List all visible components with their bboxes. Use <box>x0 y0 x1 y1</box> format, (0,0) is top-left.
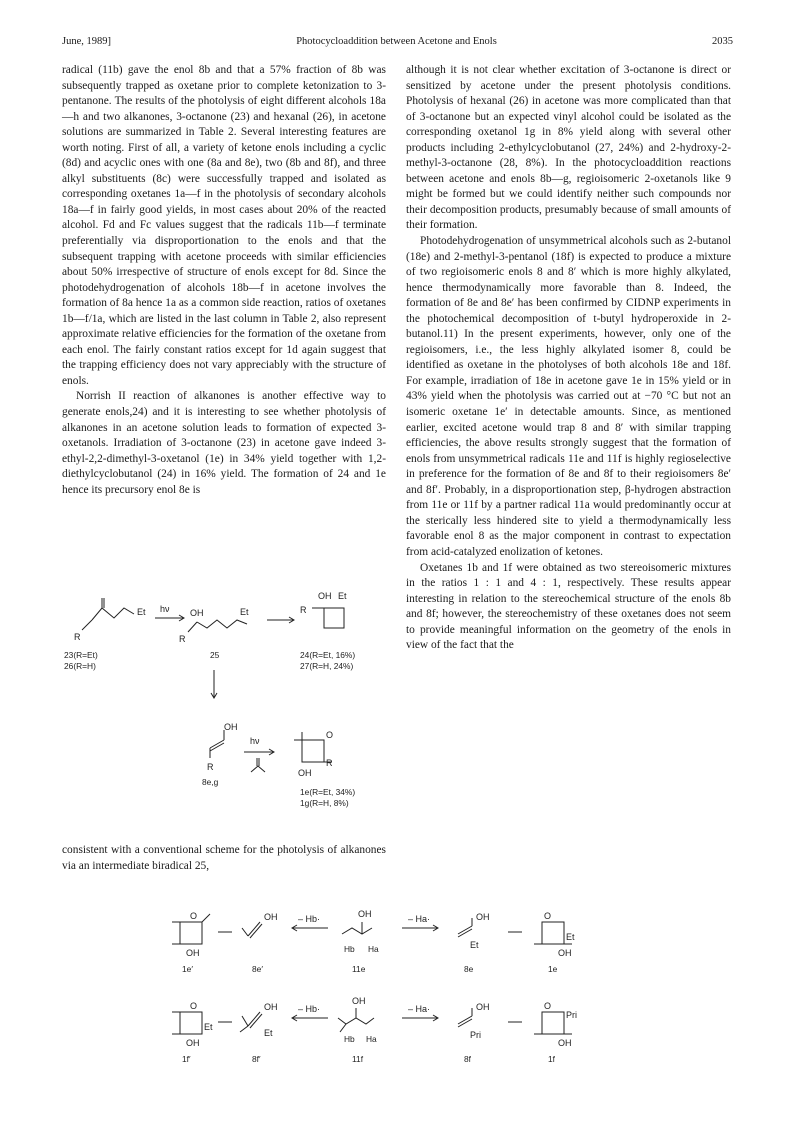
right-paragraph-2: Photodehydrogenation of unsymmetrical alcohols such as 2-butanol (18e) and 2-methyl-3-pentanol (18f) is expected to produce a mixture of two regioisomeric enols 8 and 8′ which is more highly alkylated, hence thermodynamically more favorable than 8. Indeed, the formation of 8e and 8e′ has been confirmed by CIDNP experiments in the photochemical decomposition of t-butyl hydroperoxide in 2-butanol.11) In the present experiments, however, only one of the regioisomers, i.e., the less highly alkylated isomer 8, could be identified as oxetane in the photolyses of both alcohols 18e and 18f. For example, irradiation of 18e in acetone gave 1e in 15% yield or in 43% yield when the photolysis was carried out at −70 °C but not an isomeric oxetane 1e′ in detectable amounts. Since, as mentioned earlier, excited acetone would trap 8 and 8′ with similar trapping efficiencies, the above results strongly suggest that the formation of enols from unsymmetrical radicals 11e and 11f is highly regioselective in preference for the formation of 8e and 8f to their regioisomers 8e′ and 8f′. Probably, in a disproportionation step, β-hydrogen abstraction from 11e or 11f by a partner radical 11a would predominantly occur at the sterically less hindered site to yield a thermodynamically less favorable enol 8 as the major component in contrast to expectation from acid-catalyzed enolization of ketones. <box>406 235 731 558</box>
oh-label: OH <box>558 1038 572 1048</box>
et-label: Et <box>264 1028 273 1038</box>
compound-label: 1f <box>548 1054 555 1064</box>
left-paragraph-3: consistent with a conventional scheme for the photolysis of alkanones via an intermediate biradical 25, <box>62 844 386 872</box>
scheme-norrish <box>62 590 386 842</box>
ha-loss-label: – Ha· <box>408 914 431 924</box>
oh-label: OH <box>186 948 200 958</box>
compound-24-label: 24(R=Et, 16%) <box>300 650 356 660</box>
running-date: June, 1989] <box>62 36 111 47</box>
compound-8eg-label: 8e,g <box>202 777 219 787</box>
compound-1e-label: 1e(R=Et, 34%) <box>300 787 356 797</box>
page-number: 2035 <box>712 36 733 47</box>
oh-label: OH <box>476 912 490 922</box>
left-column-end <box>62 843 386 874</box>
compound-label: 11f <box>352 1054 364 1064</box>
compound-label: 1f′ <box>182 1054 191 1064</box>
hb-label: Hb <box>344 1034 355 1044</box>
compound-label: 1e <box>548 964 558 974</box>
scheme-regioselectivity <box>160 900 660 1090</box>
r-label: R <box>74 632 81 642</box>
left-column <box>62 63 386 498</box>
oh-label: OH <box>224 722 238 732</box>
oh-label: OH <box>298 768 312 778</box>
right-paragraph-1: although it is not clear whether excitation of 3-octanone is direct or sensitized by acetone under the present photolysis conditions. Photolysis of hexanal (26) in acetone was more complicated than that of 3-octanone but an expected vinyl alcohol could be isolated as the corresponding oxetanol 1g in 8% yield along with several other products including 2-ethylcyclobutanol (27, 24%) and 2-hydroxy-2-methyl-3-octanone (28, 8%). In the photocycloaddition reactions between acetone and enols 8b—g, regioisomeric 2-oxetanols like 9 might be formed but we could identify neither such compounds nor their decomposition products, presumably because of small amounts of their formation. <box>406 64 731 232</box>
ring-oxygen-label: O <box>326 730 334 740</box>
oh-label: OH <box>264 912 278 922</box>
compound-label: 8e′ <box>252 964 263 974</box>
compound-1g-label: 1g(R=H, 8%) <box>300 798 349 808</box>
et-label: Et <box>566 932 575 942</box>
compound-label: 11e <box>352 964 366 974</box>
oh-label: OH <box>558 948 572 958</box>
left-paragraph-1: radical (11b) gave the enol 8b and that a 57% fraction of 8b was subsequently trapped as oxetane prior to complete ketonization to 3-pentanone. The results of the photolysis of eight different alcohols 18a—h and two alkanones, 3-octanone (23) and hexanal (26), in acetone solutions are summarized in Table 2. Several interesting features are worth noting. First of all, a variety of ketone enols including a cyclic (8d) and acyclic ones with one (8a and 8e), two (8b and 8f), and three alkyl substituents (8c) were successfully trapped and isolated as corresponding oxetanes 1a—f in the photolysis of secondary alcohols 18a—f in fairly good yields, in most cases about 20% of the reacted alcohol. Fd and Fc values suggest that the radicals 11b—f terminate preferentially via disproportionation to the enols and that the subsequent trapping with acetone proceeds with similar efficiencies about 50% irrespective of structure of enols except for 8d. Since the photodehydrogenation of alcohols 18b—f in acetone involves the formation of 8a hence 1a as a common side reaction, ratios of oxetanes 1b—f/1a, which are listed in the last column in Table 2, also represent approximate relative efficiencies for the formation of the oxetane from each enol. The fairly constant ratios except for 1d again suggest that the trapping efficiency does not vary appreciably with the structure of enols. <box>62 64 386 387</box>
ring-oxygen-label: O <box>544 1001 552 1011</box>
et-label: Et <box>240 607 249 617</box>
r-label: R <box>326 758 333 768</box>
oh-label: OH <box>190 608 204 618</box>
hv-label: hν <box>160 604 170 614</box>
et-label: Et <box>338 591 347 601</box>
hb-loss-label: – Hb· <box>298 914 321 924</box>
et-label: Et <box>137 607 146 617</box>
et-label: Et <box>470 940 479 950</box>
et-label: Et <box>204 1022 213 1032</box>
ring-oxygen-label: O <box>544 911 552 921</box>
right-paragraph-3: Oxetanes 1b and 1f were obtained as two stereoisomeric mixtures in the ratios 1 : 1 and 4 : 1, respectively. These results appear interesting in relation to the stereochemical structure of the enols 8b and 8f; however, the stereochemistry of these oxetanes does not seem to provide meaningful information on the geometry of the enols in view of the fact that the <box>406 561 731 652</box>
compound-label: 1e′ <box>182 964 193 974</box>
oh-label: OH <box>186 1038 200 1048</box>
ring-oxygen-label: O <box>190 1001 198 1011</box>
hv-label: hν <box>250 736 260 746</box>
compound-26-label: 26(R=H) <box>64 661 96 671</box>
ha-loss-label: – Ha· <box>408 1004 431 1014</box>
isopropyl-label: Pri <box>470 1030 481 1040</box>
r-label: R <box>300 605 307 615</box>
oh-label: OH <box>476 1002 490 1012</box>
oh-label: OH <box>352 996 366 1006</box>
compound-label: 8f <box>464 1054 471 1064</box>
compound-23-label: 23(R=Et) <box>64 650 98 660</box>
compound-label: 8e <box>464 964 474 974</box>
r-label: R <box>207 762 214 772</box>
left-paragraph-2: Norrish II reaction of alkanones is another effective way to generate enols,24) and it is interesting to see whether photolysis of alkanones in an acetone solution leads to formation of expected 3-oxetanols. Irradiation of 3-octanone (23) in acetone gave indeed 3-ethyl-2,2-dimethyl-3-oxetanol (1e) in 34% yield together with 1,2-diethylcyclobutanol (24) in 16% yield. The formation of 24 and 1e hence its precursory enol 8e is <box>62 390 386 496</box>
compound-27-label: 27(R=H, 24%) <box>300 661 354 671</box>
oh-label: OH <box>264 1002 278 1012</box>
oh-label: OH <box>318 591 332 601</box>
running-title: Photocycloaddition between Acetone and Enols <box>296 36 497 47</box>
hb-label: Hb <box>344 944 355 954</box>
isopropyl-label: Pri <box>566 1010 577 1020</box>
r-label: R <box>179 634 186 644</box>
ring-oxygen-label: O <box>190 911 198 921</box>
compound-25-label: 25 <box>210 650 220 660</box>
oh-label: OH <box>358 909 372 919</box>
compound-label: 8f′ <box>252 1054 261 1064</box>
ha-label: Ha <box>366 1034 377 1044</box>
right-column <box>406 63 731 654</box>
ha-label: Ha <box>368 944 379 954</box>
hb-loss-label: – Hb· <box>298 1004 321 1014</box>
